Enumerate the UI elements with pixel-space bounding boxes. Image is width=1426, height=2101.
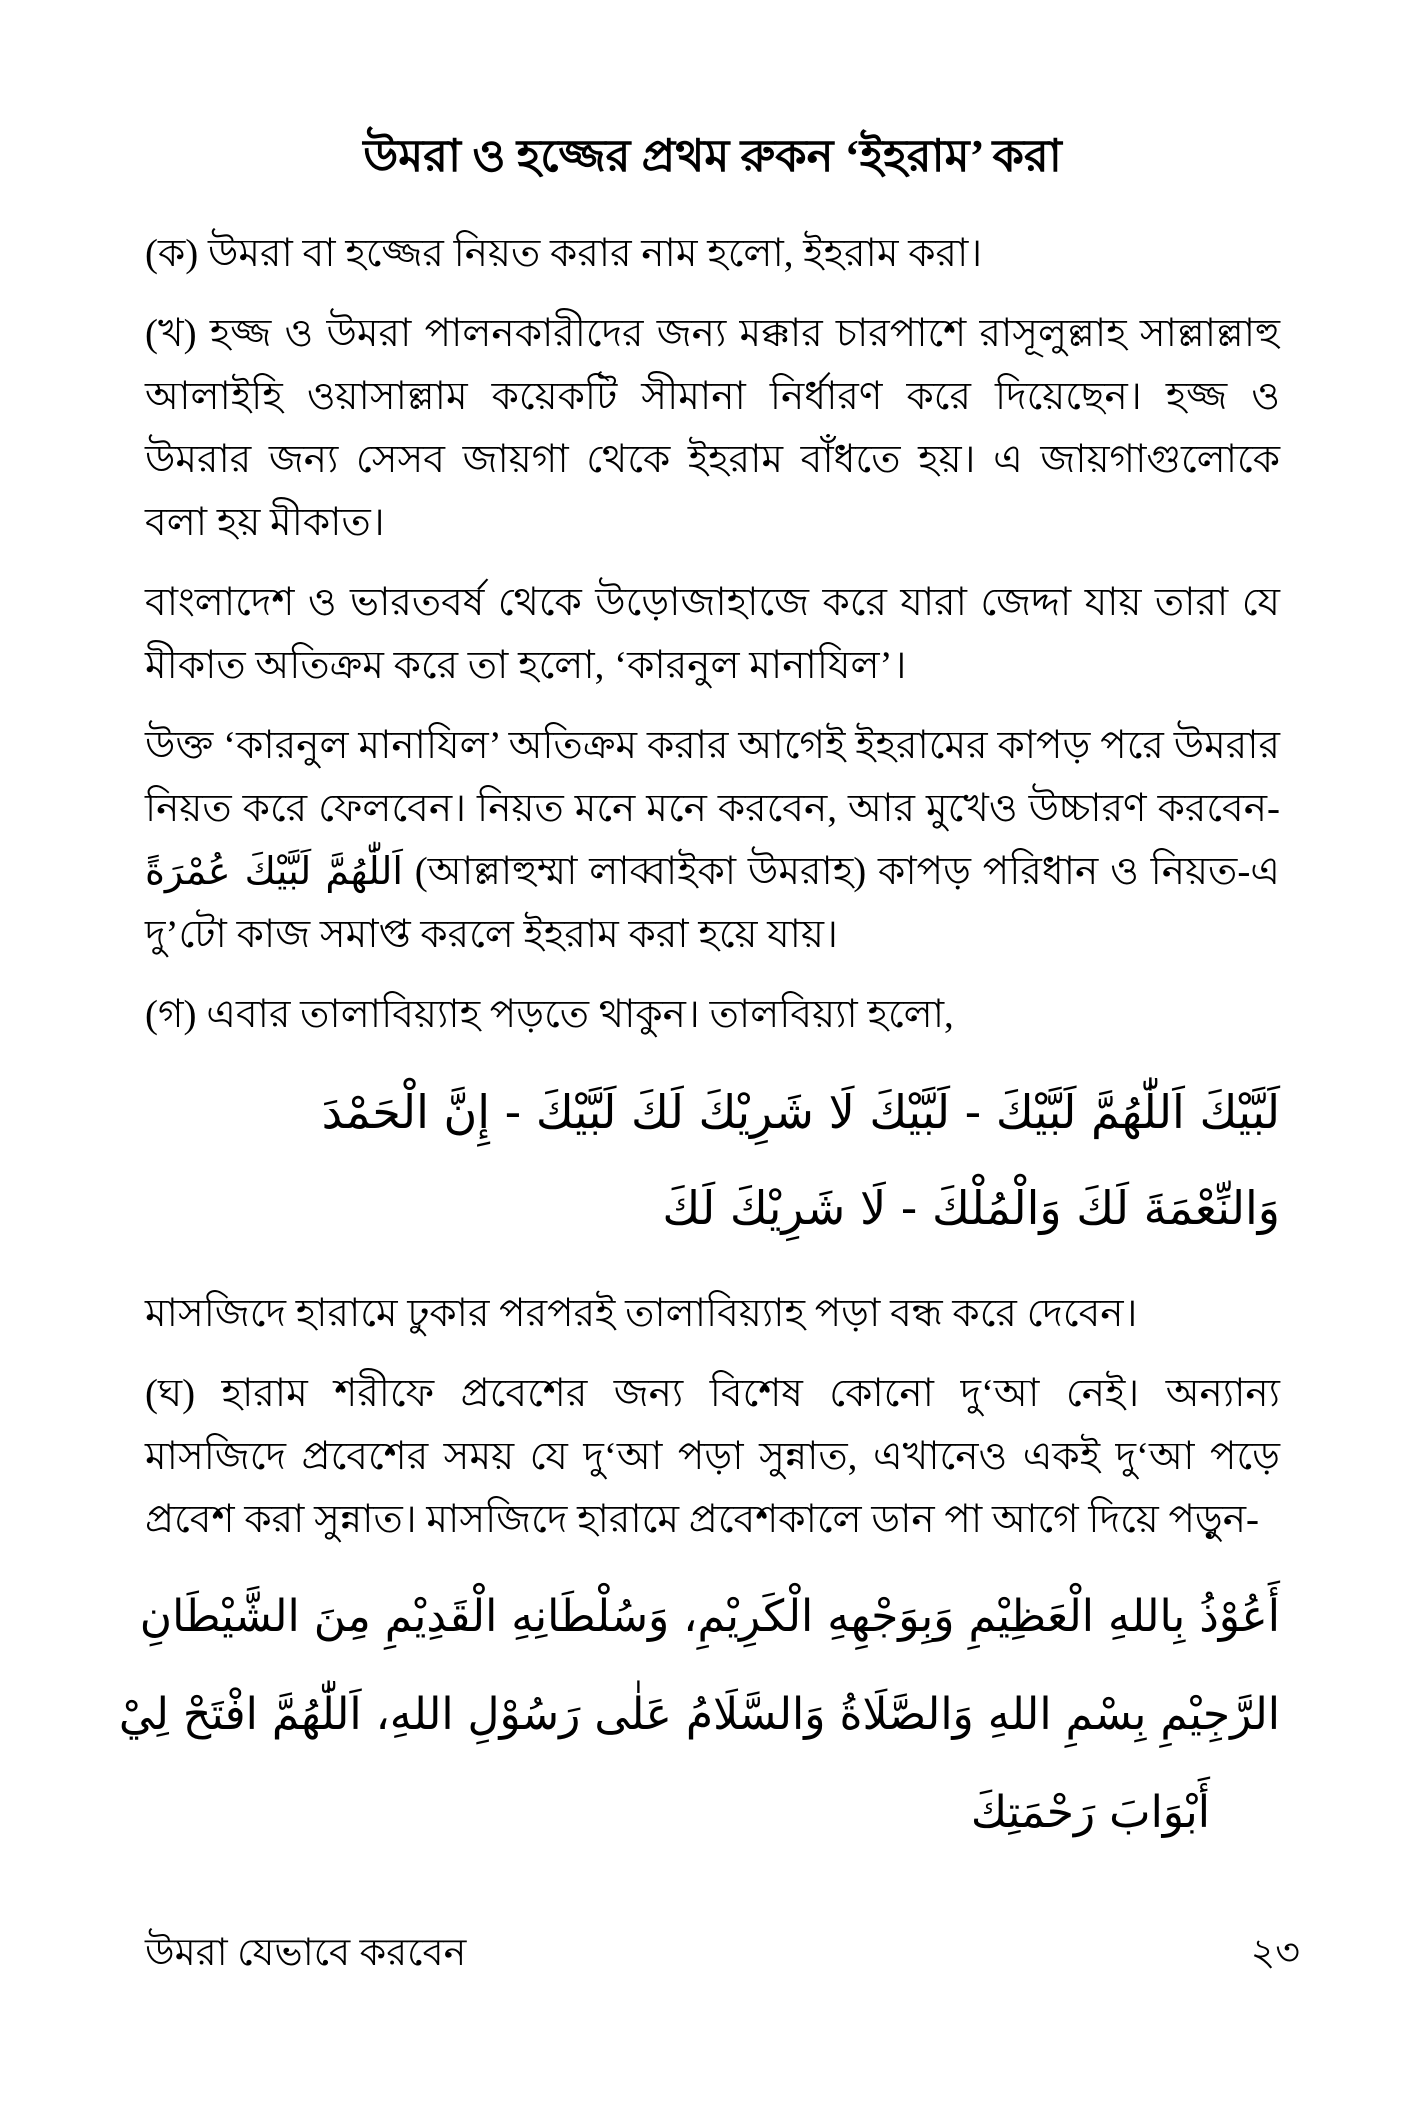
paragraph-masjid-stop-talbiyah: মাসজিদে হারামে ঢুকার পরপরই তালাবিয়্যাহ পড়া বন্ধ করে দেবেন। (145, 1292, 1138, 1335)
footer-page-number: ২৩ (1250, 1932, 1300, 1974)
inline-arabic-labbaika-umrah: اَللّٰهُمَّ لَبَّيْكَ عُمْرَةً (145, 849, 403, 893)
page-content (118, 126, 1280, 1862)
paragraph-ka: (ক) উমরা বা হজ্জের নিয়ত করার নাম হলো, ইহরাম করা। (145, 232, 983, 275)
paragraph-gha: (ঘ) হারাম শরীফে প্রবেশের জন্য বিশেষ কোনো দু‘আ নেই। অন্যান্য মাসজিদে প্রবেশের সময় যে দু‘আ পড়া সুন্নাত, এখানেও একই দু‘আ পড়ে প্রবেশ করা সুন্নাত। মাসজিদে হারামে প্রবেশকালে ডান পা আগে দিয়ে পড়ুন- (145, 1372, 1280, 1541)
talbiyah-arabic-block (145, 1064, 1280, 1256)
entry-dua-line-3: أَبْوَابَ رَحْمَتِكَ (970, 1787, 1210, 1838)
paragraph-ihram-after-text: (আল্লাহুম্মা লাব্বাইকা উমরাহ) কাপড় পরিধান ও নিয়ত-এ দু’টো কাজ সমাপ্ত করলে ইহরাম করা হয়ে যায়। (145, 850, 1280, 956)
paragraph-miqat: বাংলাদেশ ও ভারতবর্ষ থেকে উড়োজাহাজে করে যারা জেদ্দা যায় তারা যে মীকাত অতিক্রম করে তা হলো, ‘কারনুল মানাযিল’। (145, 581, 1280, 687)
footer-book-title: উমরা যেভাবে করবেন (145, 1932, 467, 1974)
paragraph-ihram-niyat (145, 714, 1280, 966)
page-title: উমরা ও হজ্জের প্রথম রুকন ‘ইহরাম’ করা (363, 131, 1062, 181)
talbiyah-line-2: وَالنِّعْمَةَ لَكَ وَالْمُلْكَ - لَا شَرِيْكَ لَكَ (662, 1181, 1280, 1235)
mosque-entry-dua-block (118, 1568, 1280, 1862)
paragraph-ga: (গ) এবার তালাবিয়্যাহ পড়তে থাকুন। তালবিয়্যা হলো, (145, 993, 954, 1036)
page-footer (145, 1925, 1300, 1981)
paragraph-kha: (খ) হজ্জ ও উমরা পালনকারীদের জন্য মক্কার চারপাশে রাসূলুল্লাহ সাল্লাল্লাহু আলাইহি ওয়াসাল্লাম কয়েকটি সীমানা নির্ধারণ করে দিয়েছেন। হজ্জ ও উমরার জন্য সেসব জায়গা থেকে ইহরাম বাঁধতে হয়। এ জায়গাগুলোকে বলা হয় মীকাত। (145, 312, 1280, 544)
talbiyah-line-1: لَبَّيْكَ اَللّٰهُمَّ لَبَّيْكَ - لَبَّيْكَ لَا شَرِيْكَ لَكَ لَبَّيْكَ - إِنَّ الْحَمْدَ (321, 1085, 1280, 1139)
paragraph-ihram-before-text: উক্ত ‘কারনুল মানাযিল’ অতিক্রম করার আগেই ইহরামের কাপড় পরে উমরার নিয়ত করে ফেলবেন। নিয়ত মনে মনে করবেন, আর মুখেও উচ্চারণ করবেন- (145, 724, 1280, 830)
entry-dua-line-1: أَعُوْذُ بِاللهِ الْعَظِيْمِ وَبِوَجْهِهِ الْكَرِيْمِ، وَسُلْطَانِهِ الْقَدِيْمِ مِنَ الشَّيْطَانِ (139, 1591, 1280, 1642)
entry-dua-line-2: الرَّجِيْمِ بِسْمِ اللهِ وَالصَّلَاةُ وَالسَّلَامُ عَلٰى رَسُوْلِ اللهِ، اَللّٰهُمَّ افْتَحْ لِيْ (118, 1689, 1280, 1740)
